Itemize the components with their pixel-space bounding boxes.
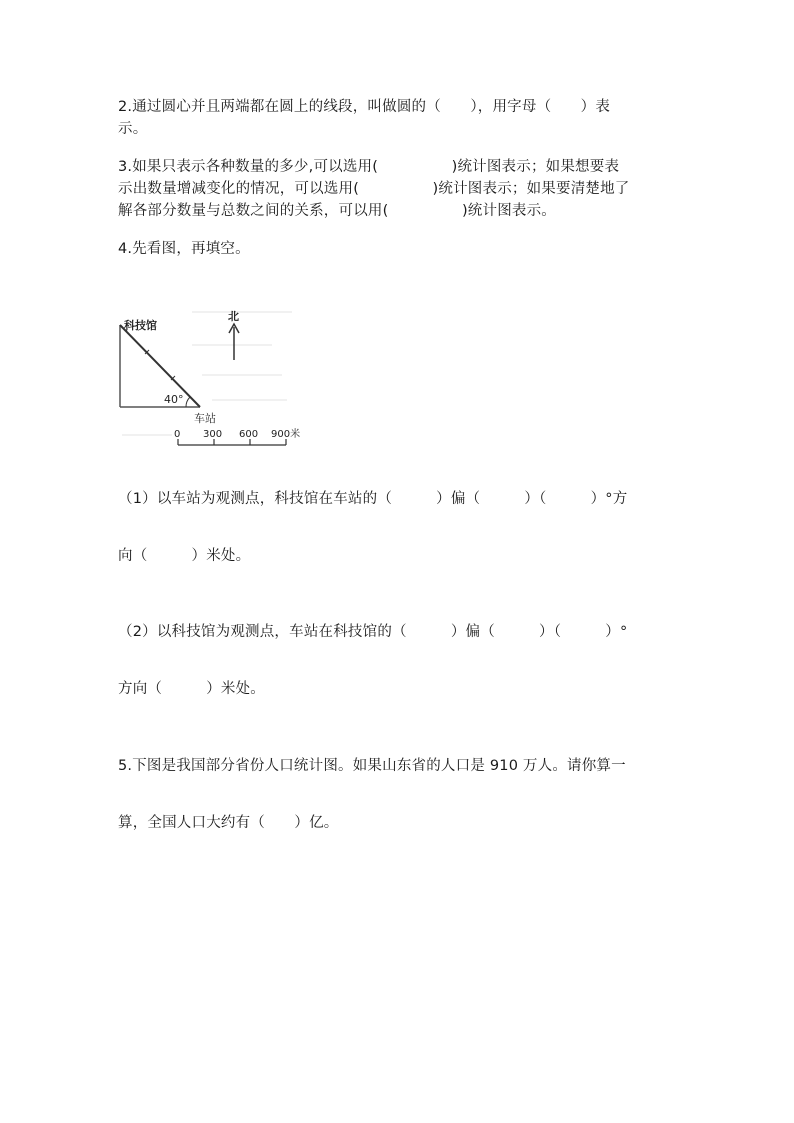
angle-label: 40° xyxy=(164,393,184,406)
station-label: 车站 xyxy=(194,412,216,425)
map-figure xyxy=(112,300,312,450)
q4-sub1-line-2: 向（ ）米处。 xyxy=(118,548,251,564)
q2-line-1: 2.通过圆心并且两端都在圆上的线段，叫做圆的（ ），用字母（ ）表 xyxy=(118,99,611,115)
museum-label: 科技馆 xyxy=(124,319,157,332)
q4-sub2-line-2: 方向（ ）米处。 xyxy=(118,681,265,697)
scale-label-900: 900米 xyxy=(271,429,301,440)
angle-arc xyxy=(186,397,190,407)
q3-line-1: 3.如果只表示各种数量的多少,可以选用( )统计图表示；如果想要表 xyxy=(118,159,620,175)
q4-title: 4.先看图，再填空。 xyxy=(118,241,250,257)
scale-label-300: 300 xyxy=(203,429,223,440)
q3-line-2: 示出数量增减变化的情况，可以选用( )统计图表示；如果要清楚地了 xyxy=(118,181,630,197)
q2-line-2: 示。 xyxy=(118,121,148,137)
q5-line-2: 算，全国人口大约有（ ）亿。 xyxy=(118,815,339,831)
north-label: 北 xyxy=(228,310,239,323)
scale-label-0: 0 xyxy=(174,429,181,440)
q4-sub2-line-1: （2）以科技馆为观测点，车站在科技馆的（ ）偏（ ）（ ）° xyxy=(118,624,628,640)
q5-line-1: 5.下图是我国部分省份人口统计图。如果山东省的人口是 910 万人。请你算一 xyxy=(118,758,626,774)
q4-sub1-line-1: （1）以车站为观测点，科技馆在车站的（ ）偏（ ）（ ）°方 xyxy=(118,491,628,507)
scale-label-600: 600 xyxy=(239,429,259,440)
q3-line-3: 解各部分数量与总数之间的关系，可以用( )统计图表示。 xyxy=(118,203,557,219)
hypotenuse xyxy=(120,325,200,407)
